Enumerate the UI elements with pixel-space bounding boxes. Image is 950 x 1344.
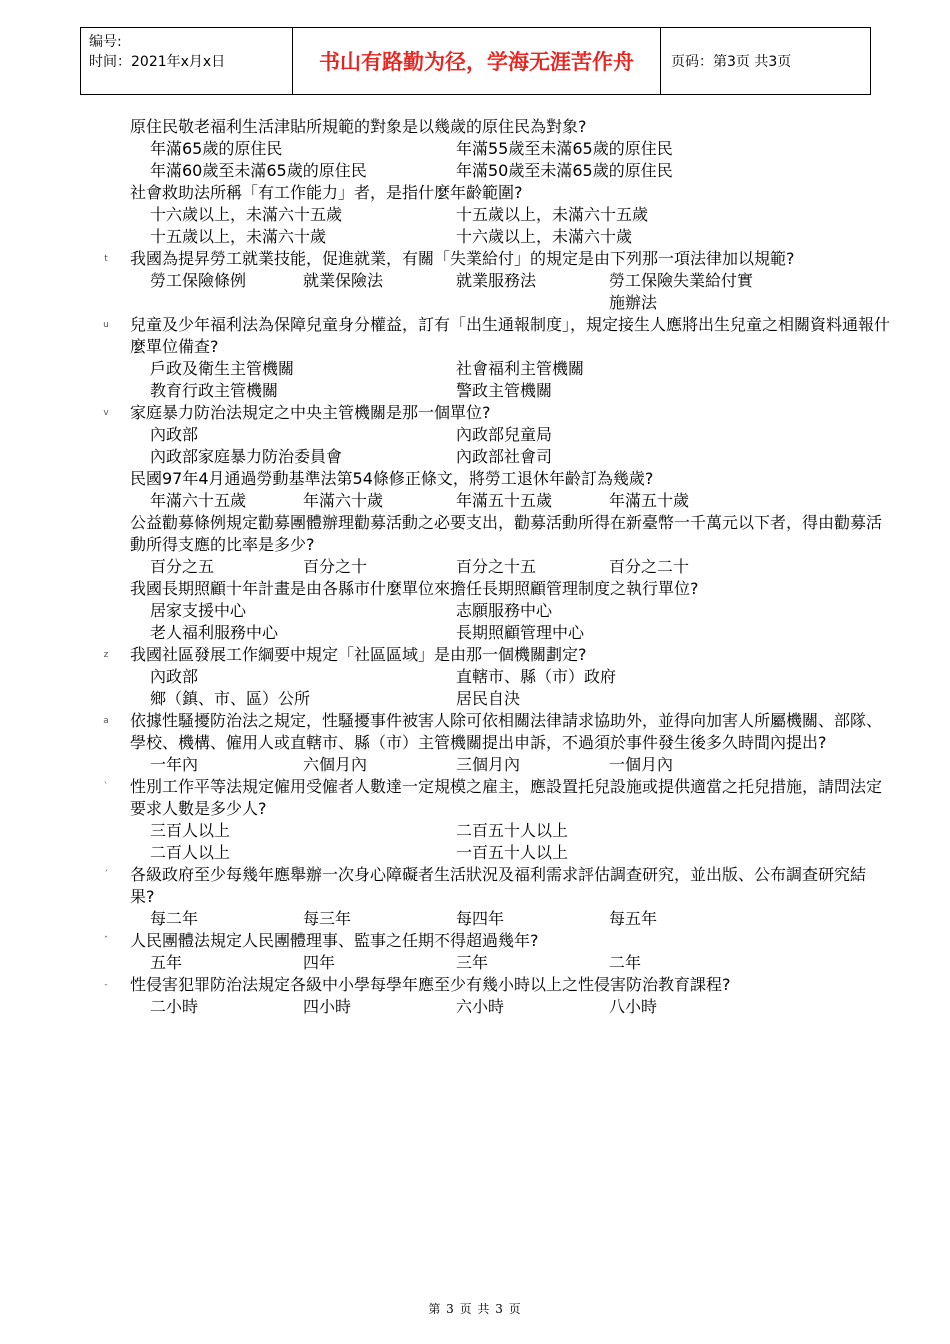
option-list bbox=[100, 996, 890, 1018]
page-header bbox=[80, 27, 871, 95]
option-list bbox=[100, 138, 890, 182]
question-item bbox=[100, 468, 890, 512]
option-item: 戶政及衛生主管機關 bbox=[150, 359, 295, 378]
question-stem: 各級政府至少每幾年應舉辦一次身心障礙者生活狀況及福利需求評估調查研究，並出版、公布調查研究結果? bbox=[130, 865, 867, 906]
question-stem: 性侵害犯罪防治法規定各級中小學每學年應至少有幾小時以上之性侵害防治教育課程? bbox=[130, 975, 731, 994]
option-item: 長期照顧管理中心 bbox=[456, 623, 585, 642]
page-footer: 第 3 页 共 3 页 bbox=[428, 1302, 522, 1316]
question-stem: 社會救助法所稱「有工作能力」者，是指什麼年齡範圍? bbox=[130, 183, 523, 202]
option-item: 百分之十 bbox=[303, 557, 368, 576]
question-stem: 兒童及少年福利法為保障兒童身分權益，訂有「出生通報制度」，規定接生人應將出生兒童之相關資料通報什麼單位備查? bbox=[130, 315, 891, 356]
option-item: 內政部 bbox=[150, 425, 199, 444]
option-item: 三個月內 bbox=[456, 755, 521, 774]
option-list bbox=[100, 820, 890, 864]
option-item: 一百五十人以上 bbox=[456, 843, 569, 862]
option-item: 內政部兒童局 bbox=[456, 425, 553, 444]
option-item: 一個月內 bbox=[609, 755, 674, 774]
option-item: 二小時 bbox=[150, 997, 199, 1016]
option-item: 每五年 bbox=[609, 909, 658, 928]
question-stem: 我國社區發展工作綱要中規定「社區區域」是由那一個機關劃定? bbox=[130, 645, 587, 664]
header-page-info: 页码：第3页 共3页 bbox=[661, 28, 871, 95]
question-stem: 原住民敬老福利生活津貼所規範的對象是以幾歲的原住民為對象? bbox=[130, 117, 587, 136]
option-item: 社會福利主管機關 bbox=[456, 359, 585, 378]
option-list bbox=[100, 908, 890, 930]
question-marker: ´ bbox=[103, 870, 109, 880]
question-text bbox=[100, 776, 890, 820]
option-item: 年滿60歲至未滿65歲的原住民 bbox=[150, 161, 367, 180]
option-item: 年滿六十五歲 bbox=[150, 491, 247, 510]
option-list bbox=[100, 490, 890, 512]
option-item: 內政部 bbox=[150, 667, 199, 686]
option-item: 十六歲以上，未滿六十五歲 bbox=[150, 205, 343, 224]
question-marker: v bbox=[103, 408, 109, 418]
question-stem: 我國為提昇勞工就業技能，促進就業，有關「失業給付」的規定是由下列那一項法律加以規範? bbox=[130, 249, 795, 268]
option-item: 年滿50歲至未滿65歲的原住民 bbox=[456, 161, 673, 180]
header-motto: 书山有路勤为径，学海无涯苦作舟 bbox=[293, 28, 661, 95]
question-marker: ˆ bbox=[103, 936, 109, 946]
option-list bbox=[100, 424, 890, 468]
option-item: 年滿五十歲 bbox=[609, 491, 690, 510]
option-item: 老人福利服務中心 bbox=[150, 623, 279, 642]
option-item: 勞工保險失業給付實施辦法 bbox=[609, 271, 754, 312]
option-item: 六個月內 bbox=[303, 755, 368, 774]
option-item: 二百人以上 bbox=[150, 843, 231, 862]
option-item: 六小時 bbox=[456, 997, 505, 1016]
question-text bbox=[100, 710, 890, 754]
question-item bbox=[100, 314, 890, 402]
option-list bbox=[100, 270, 890, 314]
option-item: 四小時 bbox=[303, 997, 352, 1016]
question-text bbox=[100, 578, 890, 600]
question-item bbox=[100, 578, 890, 644]
option-item: 三年 bbox=[456, 953, 489, 972]
question-item bbox=[100, 864, 890, 930]
option-item: 每三年 bbox=[303, 909, 352, 928]
question-text bbox=[100, 402, 890, 424]
option-item: 二百五十人以上 bbox=[456, 821, 569, 840]
question-stem: 依據性騷擾防治法之規定，性騷擾事件被害人除可依相關法律請求協助外，並得向加害人所屬機關、部隊、學校、機構、僱用人或直轄市、縣（市）主管機關提出申訴，不過須於事件發生後多久時間內提出? bbox=[130, 711, 883, 752]
question-marker: a bbox=[103, 716, 109, 726]
option-item: 百分之五 bbox=[150, 557, 215, 576]
question-text bbox=[100, 512, 890, 556]
question-stem: 民國97年4月通過勞動基準法第54條修正條文，將勞工退休年齡訂為幾歲? bbox=[130, 469, 654, 488]
option-item: 直轄市、縣（市）政府 bbox=[456, 667, 617, 686]
option-item: 十五歲以上，未滿六十五歲 bbox=[456, 205, 649, 224]
question-marker: z bbox=[103, 650, 109, 660]
question-item bbox=[100, 974, 890, 1018]
option-item: 每二年 bbox=[150, 909, 199, 928]
option-item: 年滿五十五歲 bbox=[456, 491, 553, 510]
question-stem: 公益勸募條例規定勸募團體辦理勸募活動之必要支出，勸募活動所得在新臺幣一千萬元以下者，得由勸募活動所得支應的比率是多少? bbox=[130, 513, 883, 554]
question-stem: 家庭暴力防治法規定之中央主管機關是那一個單位? bbox=[130, 403, 491, 422]
option-list bbox=[100, 204, 890, 248]
option-item: 警政主管機關 bbox=[456, 381, 553, 400]
question-text bbox=[100, 182, 890, 204]
question-marker: - bbox=[104, 980, 108, 990]
option-item: 內政部社會司 bbox=[456, 447, 553, 466]
option-item: 居家支援中心 bbox=[150, 601, 247, 620]
question-marker: u bbox=[103, 320, 109, 330]
number-label: 编号: bbox=[89, 34, 122, 50]
question-item bbox=[100, 116, 890, 182]
option-item: 四年 bbox=[303, 953, 336, 972]
question-marker: ` bbox=[103, 782, 109, 792]
question-item bbox=[100, 710, 890, 776]
option-item: 三百人以上 bbox=[150, 821, 231, 840]
option-item: 就業保險法 bbox=[303, 271, 384, 290]
header-meta bbox=[81, 28, 293, 95]
option-item: 一年內 bbox=[150, 755, 199, 774]
option-list bbox=[100, 600, 890, 644]
time-label: 时间：2021年x月x日 bbox=[89, 54, 226, 70]
question-text bbox=[100, 864, 890, 908]
option-list bbox=[100, 556, 890, 578]
option-item: 每四年 bbox=[456, 909, 505, 928]
option-item: 志願服務中心 bbox=[456, 601, 553, 620]
question-text bbox=[100, 468, 890, 490]
question-stem: 我國長期照顧十年計畫是由各縣市什麼單位來擔任長期照顧管理制度之執行單位? bbox=[130, 579, 699, 598]
option-item: 年滿六十歲 bbox=[303, 491, 384, 510]
question-item bbox=[100, 512, 890, 578]
question-item bbox=[100, 776, 890, 864]
question-stem: 人民團體法規定人民團體理事、監事之任期不得超過幾年? bbox=[130, 931, 539, 950]
option-list bbox=[100, 666, 890, 710]
question-marker: t bbox=[104, 254, 108, 264]
question-item bbox=[100, 930, 890, 974]
option-item: 百分之十五 bbox=[456, 557, 537, 576]
option-item: 十六歲以上，未滿六十歲 bbox=[456, 227, 633, 246]
option-item: 十五歲以上，未滿六十歲 bbox=[150, 227, 327, 246]
option-item: 教育行政主管機關 bbox=[150, 381, 279, 400]
question-item bbox=[100, 182, 890, 248]
option-item: 年滿55歲至未滿65歲的原住民 bbox=[456, 139, 673, 158]
question-text bbox=[100, 974, 890, 996]
option-item: 五年 bbox=[150, 953, 183, 972]
option-item: 百分之二十 bbox=[609, 557, 690, 576]
question-list bbox=[100, 116, 890, 1018]
question-item bbox=[100, 644, 890, 710]
question-item bbox=[100, 248, 890, 314]
option-list bbox=[100, 754, 890, 776]
option-item: 鄉（鎮、市、區）公所 bbox=[150, 689, 311, 708]
option-item: 居民自決 bbox=[456, 689, 521, 708]
option-list bbox=[100, 358, 890, 402]
option-list bbox=[100, 952, 890, 974]
question-text bbox=[100, 644, 890, 666]
question-text bbox=[100, 314, 890, 358]
question-text bbox=[100, 930, 890, 952]
question-text bbox=[100, 248, 890, 270]
option-item: 八小時 bbox=[609, 997, 658, 1016]
option-item: 年滿65歲的原住民 bbox=[150, 139, 283, 158]
question-stem: 性別工作平等法規定僱用受僱者人數達一定規模之雇主，應設置托兒設施或提供適當之托兒措施，請問法定要求人數是多少人? bbox=[130, 777, 883, 818]
question-item bbox=[100, 402, 890, 468]
option-item: 就業服務法 bbox=[456, 271, 537, 290]
question-text bbox=[100, 116, 890, 138]
option-item: 勞工保險條例 bbox=[150, 271, 247, 290]
option-item: 二年 bbox=[609, 953, 642, 972]
option-item: 內政部家庭暴力防治委員會 bbox=[150, 447, 343, 466]
